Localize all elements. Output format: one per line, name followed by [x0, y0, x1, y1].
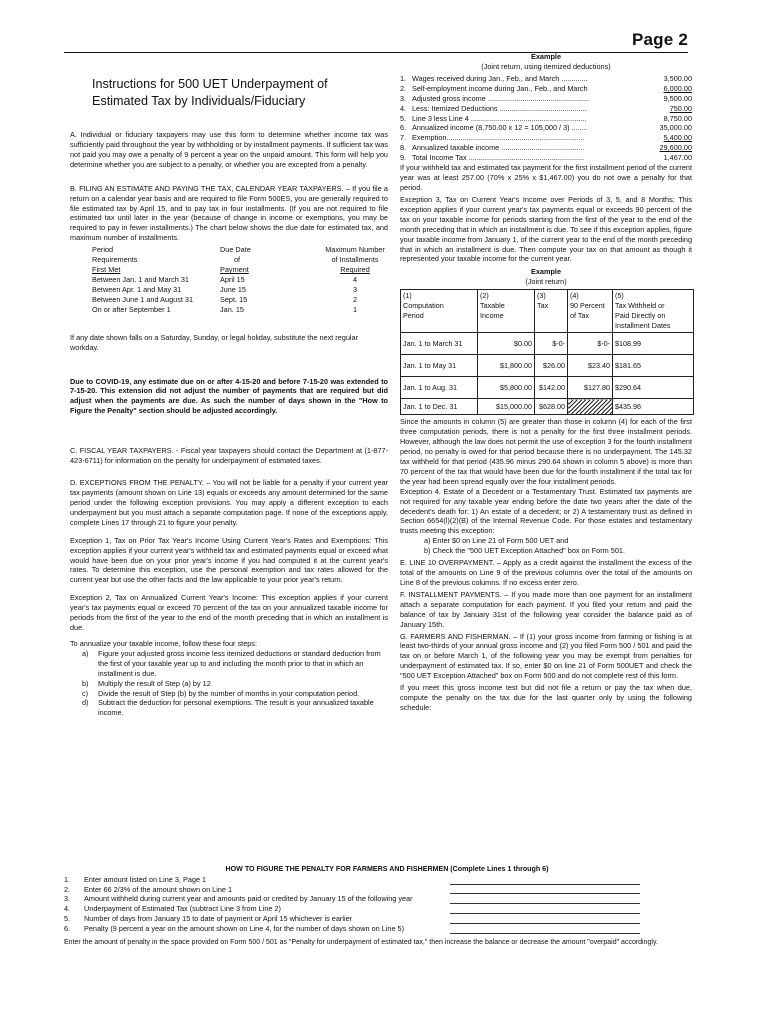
line-label: Number of days from January 15 to date of payment or April 15 whichever is earlier [84, 914, 353, 924]
schedule-heading: HOW TO FIGURE THE PENALTY FOR FARMERS AND FISHERMEN (Complete Lines 1 through 6) [225, 865, 549, 873]
row-number: 9. [400, 153, 407, 163]
column-header: (2) Taxable Income [478, 290, 535, 333]
step-key: d) [82, 698, 89, 708]
example-2-table [400, 289, 694, 415]
line-number: 4. [64, 904, 71, 914]
section-b: B. FILING AN ESTIMATE AND PAYING THE TAX, CALENDAR YEAR TAXPAYERS. – If you file a return on a calendar year basis and are required to file Form 500ES, you are generally required to file estimated tax by April 15, and to pay tax in four installments. (If you are not required to file estimated tax until later in the year (because of change in income or exemptions, you may be required to pay in fewer installments.) The chart below shows the due date for estimated tax, and maximum number of installments. [70, 183, 388, 243]
row-label: Line 3 less Line 4 ......................................................... [412, 113, 587, 123]
table-row [400, 84, 692, 94]
table-cell: Between Jan. 1 and March 31 [92, 274, 189, 284]
table-header-cell: Maximum Number [325, 245, 385, 255]
list-item [70, 698, 388, 718]
example-2-subtitle: (Joint return) [525, 277, 567, 287]
column-header: (3) Tax [535, 290, 568, 333]
row-label: Adjusted gross income .................................................. [412, 93, 590, 103]
annualize-steps [70, 649, 388, 718]
row-value: 29,600.00 [659, 143, 692, 153]
column-header: (4) 90 Percent of Tax [568, 290, 613, 333]
schedule-row [64, 914, 710, 924]
row-value: 6,000.00 [663, 83, 692, 93]
row-value: 3,500.00 [663, 73, 692, 83]
amount-field[interactable] [450, 885, 640, 894]
row-value: 9,500.00 [663, 93, 692, 103]
line-number: 6. [64, 924, 71, 934]
table-cell: Jan. 1 to March 31 [401, 333, 478, 355]
schedule-row [64, 904, 710, 914]
exception-2: Exception 2, Tax on Annualized Current Year's Income: This exception applies if your current year's tax payments equal or exceed 70 percent of the tax on your annualized taxable income for periods from the first of the year to the end of the month preceding that in which an installment is due. [70, 593, 388, 633]
table-cell: $23.40 [568, 355, 613, 377]
row-number: 6. [400, 123, 407, 133]
table-header-cell: Period [92, 245, 114, 255]
table-cell: Jan. 15 [220, 304, 244, 314]
table-cell: $-0- [535, 333, 568, 355]
example-1-title: Example [530, 52, 561, 61]
table-cell: June 15 [220, 284, 246, 294]
amount-field[interactable] [450, 876, 640, 885]
table-cell: Between June 1 and August 31 [92, 294, 194, 304]
line-label: Enter 66 2/3% of the amount shown on Line 1 [84, 884, 233, 894]
row-label: Annualized income (8,750.00 x 12 = 105,000 / 3) ........ [412, 123, 588, 133]
table-cell: $-0- [568, 333, 613, 355]
table-row [401, 377, 694, 399]
schedule-row [64, 894, 710, 904]
table-cell: $142.00 [535, 377, 568, 399]
annualize-intro: To annualize your taxable income, follow these four steps: [70, 638, 257, 648]
due-date-table [92, 245, 388, 314]
line-number: 5. [64, 914, 71, 924]
table-row [400, 153, 692, 163]
step-key: c) [82, 688, 89, 698]
table-cell: $435.96 [613, 399, 694, 415]
line-number: 2. [64, 884, 71, 894]
table-cell: 1 [352, 304, 358, 314]
right-column [400, 52, 692, 713]
table-cell: $26.00 [535, 355, 568, 377]
row-label: Self-employment income during Jan., Feb., and March [412, 83, 588, 93]
section-e: E. LINE 10 OVERPAYMENT. – Apply as a credit against the installment the excess of the total of the amounts on Line 9 of the previous columns over the total of the amounts on Line 8 of the previous columns. If no excess enter zero. [400, 558, 692, 587]
table-row [400, 104, 692, 114]
row-number: 7. [400, 133, 407, 143]
table-row [400, 114, 692, 124]
row-value: 5,400.00 [663, 133, 692, 143]
table-cell: $5,800.00 [478, 377, 535, 399]
step-text: Figure your adjusted gross income less itemized deductions or standard deduction from the first of your taxable year up to and including the month prior to that in which an installment is due. [98, 648, 381, 678]
document-title [92, 76, 388, 110]
list-item [70, 679, 388, 689]
table-cell: Jan. 1 to Aug. 31 [401, 377, 478, 399]
table-row [400, 94, 692, 104]
row-value: 8,750.00 [663, 113, 692, 123]
line-label: Enter amount listed on Line 3, Page 1 [84, 874, 207, 884]
step-key: b) [82, 678, 89, 688]
exception-1: Exception 1, Tax on Prior Tax Year's Income Using Current Year's Rates and Exemptions: This exception applies if your current year's withheld tax and estimated payments equal or exceed what would have been due on your prior year's income if you had computed it at the current year's rates. To determine this exception, use the personal exemption and tax rates allowed for the current year but use the other facts and the law applicable to your prior year's return. [70, 535, 388, 585]
table-cell: $127.80 [568, 377, 613, 399]
schedule-row [64, 875, 710, 885]
row-number: 4. [400, 103, 407, 113]
row-value: 1,467.00 [663, 153, 692, 163]
row-number: 5. [400, 113, 407, 123]
section-d: D. EXCEPTIONS FROM THE PENALTY. – You will not be liable for a penalty if your current year tax payments (amount shown on Line 13) equals or exceeds any amount determined for the same period under the following exception provisions. You may apply a different exception to each underpayment but you must attach a separate computation page. If none of the exceptions apply, complete Lines 17 through 21 to figure your penalty. [70, 478, 388, 527]
row-label: Wages received during Jan., Feb., and March ............. [412, 73, 588, 83]
example-2-title: Example [530, 267, 561, 277]
column-header: (1) Computation Period [401, 290, 478, 333]
exception-4: Exception 4. Estate of a Decedent or a Testamentary Trust. Estimated tax payments are not required for any taxable year ending before the date two years after the date of the decedent's death for: 1) An estate of a decedent; or 2) A testamentary trust as defined in Section 6654(l)(2)(B) of the Internal Revenue Code. For those estates and testamentary trusts meeting this exception: [400, 486, 692, 536]
line-label: Amount withheld during current year and amounts paid or credited by January 15 of the following year [84, 894, 413, 904]
table-header-cell: First Met [92, 265, 121, 275]
left-column [70, 62, 388, 718]
hatched-cell [568, 399, 613, 415]
row-number: 2. [400, 83, 407, 93]
title-line-1: Instructions for 500 UET Underpayment of [92, 77, 328, 91]
section-g-schedule-intro: If you meet this gross income test but did not file a return or pay the tax when due, compute the penalty on the tax due for the last quarter only by using the following schedule: [400, 683, 692, 713]
row-label: Annualized taxable income ......................................... [412, 143, 585, 153]
table-row [401, 355, 694, 377]
section-c: C. FISCAL YEAR TAXPAYERS. - Fiscal year taxpayers should contact the Department at (1-877-423-6711) for information on the penalty for underpayment of estimated taxes. [70, 446, 388, 466]
section-a: A. Individual or fiduciary taxpayers may use this form to determine whether income tax was sufficiently paid throughout the year by withholding or by installment payments. If sufficient tax was not paid you may owe a penalty of 9 percent a year on the unpaid amount. This form will help you determine whether you are subject to a penalty, or whether you are excepted from a penalty. [70, 130, 388, 169]
amount-field[interactable] [450, 925, 640, 934]
table-row [401, 399, 694, 415]
table-cell: Between Apr. 1 and May 31 [92, 284, 182, 294]
list-item [70, 649, 388, 679]
covid-note: Due to COVID-19, any estimate due on or after 4-15-20 and before 7-15-20 was extended to 7-15-20. This extension did not adjust the number of payments that are required but did adjust when the payments are due. As such the number of days shown in the "How to Figure the Penalty" section should be adjusted accordingly. [70, 376, 388, 416]
exception-4-step-b: b) Check the "500 UET Exception Attached" box on Form 501. [424, 546, 625, 556]
table-row [401, 333, 694, 355]
farmers-penalty-schedule [64, 865, 710, 948]
amount-field[interactable] [450, 905, 640, 914]
table-cell: Jan. 1 to Dec. 31 [401, 399, 478, 415]
table-cell: On or after September 1 [92, 304, 171, 314]
table-cell: Jan. 1 to May 31 [401, 355, 478, 377]
section-g: G. FARMERS AND FISHERMAN. – If (1) your gross income from farming or fishing is at least two-thirds of your annual gross income and (2) you filed Form 500 / 501 and paid the tax on or before March 1, of the following year you may be exempt from penalties for underpayment of estimated tax. If so, enter $0 on line 21 of Form 500UET and check the "500 UET Exception Attached" box on Form 500 and do not complete rest of this form. [400, 631, 692, 681]
row-label: Total Income Tax ......................................................... [412, 153, 585, 163]
table-cell: $290.64 [613, 377, 694, 399]
table-cell: April 15 [220, 274, 245, 284]
row-label: Less: Itemized Deductions ........................................... [412, 103, 587, 113]
amount-field[interactable] [450, 915, 640, 924]
row-label: Exemption.................................................................... [412, 133, 585, 143]
step-text: Subtract the deduction for personal exemptions. The result is your annualized taxable income. [98, 698, 374, 718]
line-label: Penalty (9 percent a year on the amount shown on Line 4, for the number of days shown on Line 5) [84, 924, 405, 934]
table-cell: $0.00 [478, 333, 535, 355]
line-number: 3. [64, 894, 71, 904]
holiday-note: If any date shown falls on a Saturday, Sunday, or legal holiday, substitute the next regular workday. [70, 332, 358, 352]
example-1-result: If your withheld tax and estimated tax payment for the first installment period of the current year was at least 257.00 (70% x 25% x $1,467.00) you do not owe a penalty for that period. [400, 163, 692, 192]
table-header-cell: Required [340, 265, 370, 275]
row-number: 1. [400, 73, 407, 83]
schedule-row [64, 924, 710, 934]
table-header-cell: of [234, 255, 241, 265]
list-item [70, 689, 388, 699]
example-2-result: Since the amounts in column (5) are greater than those in column (4) for each of the first three computation periods, there is not a penalty for the first three installment periods. However, although the law does not permit the use of exception 3 for the fourth installment period, no penalty is owed for that period because there is no underpayment. The 145.32 tax withheld for that period (435.96 minus 290.64 shown in column 5 above) is more than 70 percent of the tax that would have been due for the fourth installment if the total tax for the year had been spread equally over the four installment periods. [400, 417, 692, 486]
page-number: Page 2 [631, 30, 688, 49]
table-row [400, 123, 692, 133]
table-cell: 3 [352, 284, 358, 294]
table-cell: $181.65 [613, 355, 694, 377]
amount-field[interactable] [450, 895, 640, 904]
row-number: 3. [400, 93, 407, 103]
table-header-row [401, 290, 694, 333]
column-header: (5) Tax Withheld or Paid Directly on Installment Dates [613, 290, 694, 333]
table-cell: 2 [352, 294, 358, 304]
title-line-2: Estimated Tax by Individuals/Fiduciary [92, 94, 306, 108]
section-f: F. INSTALLMENT PAYMENTS. – If you made more than one payment for an installment attach a separate computation for each payment. If you filed your return and paid the balance of tax by January 31st of the following year consider the balance paid as of January 15th. [400, 589, 692, 629]
step-key: a) [82, 648, 89, 658]
table-cell: Sept. 15 [220, 294, 248, 304]
step-text: Multiply the result of Step (a) by 12 [98, 678, 211, 688]
example-1-table [400, 74, 692, 163]
schedule-row [64, 885, 710, 895]
exception-4-step-a: a) Enter $0 on Line 21 of Form 500 UET and [424, 536, 569, 546]
line-label: Underpayment of Estimated Tax (subtract Line 3 from Line 2) [84, 904, 281, 914]
line-number: 1. [64, 874, 71, 884]
table-cell: $15,000.00 [478, 399, 535, 415]
exception-3: Exception 3, Tax on Current Year's Income over Periods of 3, 5, and 8 Months: This exception applies if your current year's tax payments equal or exceeds 90 percent of the tax on your taxable income for periods starting from the first of the year to the end of the month preceding that in which an installment is due. To see if this exception applies, figure your taxable income from January 1, of the current year to the end of the month preceding that in which an installment is due. Then compute your tax on that amount as though it represented your taxable income for the current year. [400, 194, 692, 264]
table-cell: $628.00 [535, 399, 568, 415]
table-header-cell: Due Date [220, 245, 251, 255]
schedule-note: Enter the amount of penalty in the space provided on Form 500 / 501 as "Penalty for underpayment of estimated tax," then increase the balance or decrease the amount "overpaid" accordingly. [64, 939, 658, 947]
row-value: 750.00 [669, 103, 692, 113]
table-cell: $1,800.00 [478, 355, 535, 377]
table-cell: $108.99 [613, 333, 694, 355]
table-header-cell: Payment [220, 265, 249, 275]
step-text: Divide the result of Step (b) by the number of months in your computation period. [98, 688, 360, 698]
table-cell: 4 [352, 274, 358, 284]
table-header-cell: Requirements [92, 255, 138, 265]
table-row [400, 74, 692, 84]
example-1-subtitle: (Joint return, using itemized deductions) [481, 61, 611, 71]
row-value: 35,000.00 [659, 123, 692, 133]
row-number: 8. [400, 143, 407, 153]
table-header-cell: of Installments [331, 255, 379, 265]
table-row [400, 143, 692, 153]
table-row [400, 133, 692, 143]
